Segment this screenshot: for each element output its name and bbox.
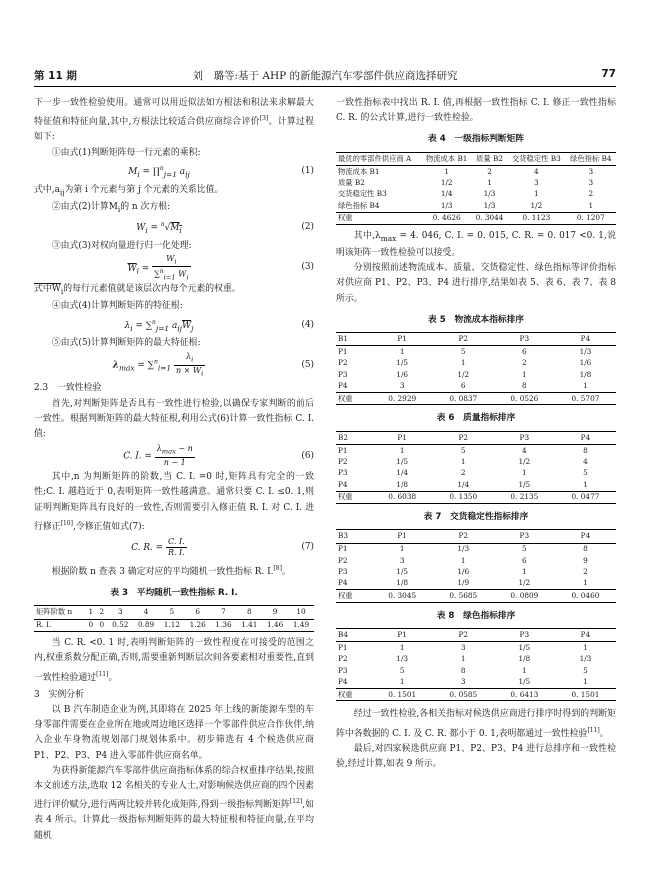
- table-row: [336, 642, 616, 654]
- table-header-cell: 8: [236, 606, 262, 619]
- table-row: [336, 468, 616, 479]
- table-cell: 1/6: [579, 358, 592, 368]
- citation: [10]: [60, 519, 73, 527]
- table-row: [336, 457, 616, 468]
- table-4: [336, 152, 616, 225]
- table-cell: 0: [99, 620, 105, 630]
- paragraph: 最后,对四家候选供应商 P1、P2、P3、P4 进行总排序和一致性检验,经过计算,如表 9 所示。: [336, 743, 616, 769]
- table-cell: 0. 0477: [555, 491, 616, 503]
- table-cell: 1: [399, 346, 405, 356]
- table-cell: 1/6: [457, 567, 470, 577]
- table-cell: 1/2: [518, 457, 531, 466]
- paragraph: 式中$,a_{ij}$为第 i 个元素与第 j 个元素的关系比值。: [34, 184, 224, 197]
- table-cell: 1.41: [241, 620, 258, 630]
- paragraph: 分别按照前述物流成本、质量、交货稳定性、绿色指标等评价指标对供应商 P1、P2、P3、P4 进行排序,结果如表 5、表 6、表 7、表 8 所示。: [336, 263, 616, 304]
- table-cell: P4: [338, 479, 348, 489]
- table-cell: P3: [338, 468, 348, 478]
- table-8: [336, 628, 616, 701]
- table-cell: P3: [338, 567, 348, 577]
- table-row: [336, 491, 616, 503]
- table-cell: 1: [583, 642, 588, 652]
- table-cell: 0: [88, 620, 94, 630]
- table-cell: 3: [460, 642, 466, 652]
- paragraph: 首先,对判断矩阵是否具有一致性进行检验,以确保专家判断的前后一致性。根据判断矩阵的最大特征根,利用公式(6)计算一致性指标 C. I. 值:: [34, 398, 314, 439]
- table-header-cell: 物流成本 B1: [422, 152, 472, 165]
- table-cell: 权重: [336, 212, 422, 224]
- table-cell: 2: [583, 567, 588, 577]
- table-cell: 0. 1207: [566, 212, 616, 224]
- running-title: 刘 璐等:基于 AHP 的新能源汽车零部件供应商选择研究: [192, 70, 458, 82]
- table-header-cell: 1: [85, 606, 96, 619]
- table-4-caption: 表 4 一级指标判断矩阵: [428, 134, 524, 145]
- paragraph: 一致性指标表中找出 R. I. 值,再根据一致性指标 C. I. 修正一致性指标 C. R. 的公式计算,进行一致性检验。: [336, 98, 616, 124]
- table-cell: 0. 1501: [555, 689, 616, 701]
- table-cell: 1/3: [457, 544, 470, 554]
- issue-number: 第 11 期: [34, 70, 77, 82]
- table-cell: 1: [487, 177, 492, 187]
- section-heading: 2.3 一致性检验: [34, 383, 102, 394]
- table-cell: 4: [522, 445, 527, 455]
- table-cell: P2: [338, 358, 348, 368]
- table-row: [336, 567, 616, 578]
- table-header-cell: B4: [336, 628, 372, 641]
- table-cell: 1/3: [440, 200, 453, 210]
- table-cell: P3: [338, 665, 348, 675]
- step-5: ⑤由式(5)计算判断矩阵的最大特征根:: [51, 338, 201, 349]
- citation: [3]: [259, 115, 269, 123]
- paragraph: 根据阶数 n 查表 3 确定对应的平均随机一致性指标 R. I.[8]。: [51, 564, 291, 577]
- paragraph: 当 C. R. <0. 1 时,表明判断矩阵的一致性程度在可接受的范围之内,权重系数分配正确,否则,需要重新判断层次间各要素相对重要性,直到一致性检验通过[11]。: [34, 638, 314, 683]
- table-cell: 1.12: [163, 620, 180, 630]
- table-cell: 1: [588, 200, 594, 210]
- step-4: ④由式(4)计算判断矩阵的特征根:: [51, 300, 183, 311]
- page-number: 77: [601, 68, 616, 80]
- table-cell: 1/2: [530, 200, 543, 210]
- table-cell: 1: [583, 381, 588, 391]
- equation-5: $\lambda_{max} = \sum^n_{i=1}$ $\frac{\lambda_i}{n \times W_i}$ (5): [112, 352, 314, 378]
- table-row: [336, 212, 616, 224]
- table-header-cell: P3: [494, 431, 555, 444]
- table-cell: 1/2: [518, 578, 531, 588]
- equation-4: $\lambda_i = \sum^n_{j=1}$ $a_{ij}\overline{W}_j$ (4): [124, 318, 314, 333]
- table-row: [336, 369, 616, 380]
- table-row: [336, 590, 616, 602]
- table-header-cell: P1: [372, 530, 433, 543]
- table-cell: 8: [460, 665, 466, 675]
- table-cell: 0. 1123: [507, 212, 565, 224]
- header-rule: [34, 86, 616, 87]
- table-cell: 8: [583, 544, 588, 554]
- table-cell: 5: [583, 665, 588, 675]
- table-cell: 8: [583, 445, 588, 455]
- table-cell: 1/3: [483, 189, 496, 199]
- table-cell: 权重: [336, 689, 372, 701]
- table-cell: 3: [588, 166, 594, 176]
- equation-number: (7): [301, 542, 314, 553]
- table-cell: 1/3: [396, 654, 409, 664]
- table-cell: 1/4: [457, 479, 470, 489]
- table-cell: 2: [522, 358, 527, 368]
- table-3: [34, 605, 314, 632]
- equation-number: (2): [301, 222, 314, 233]
- table-cell: 3: [460, 677, 466, 687]
- table-cell: 2: [460, 468, 466, 478]
- table-cell: 0. 5707: [555, 393, 616, 405]
- table-cell: 1: [399, 677, 405, 687]
- table-row: [336, 543, 616, 555]
- table-header-cell: P4: [555, 530, 616, 543]
- table-cell: 1: [399, 544, 405, 554]
- table-cell: 1/3: [579, 654, 592, 664]
- table-cell: 1: [522, 468, 527, 478]
- table-7: [336, 529, 616, 602]
- table-cell: 1.26: [189, 620, 206, 630]
- table-cell: P1: [338, 346, 348, 356]
- table-cell: 1/6: [396, 369, 409, 379]
- table-cell: 物流成本 B1: [338, 166, 380, 176]
- table-cell: 1/5: [518, 642, 531, 652]
- table-7-caption: 表 7 交货稳定性指标排序: [423, 512, 529, 523]
- table-header-cell: P2: [433, 530, 494, 543]
- equation-3: $\overline{W}_i$ = $\frac{W_i}{\sum^n_{i=1} W_i}$ (3): [127, 253, 314, 282]
- step-2: ②由式(2)计算$M_i$的 n 次方根:: [51, 201, 171, 214]
- table-row: [336, 177, 616, 188]
- table-cell: 9: [583, 555, 588, 565]
- table-cell: 5: [583, 468, 588, 478]
- table-header-cell: P4: [555, 628, 616, 641]
- table-header-cell: 绿色指标 B4: [566, 152, 616, 165]
- table-cell: 0. 2135: [494, 491, 555, 503]
- table-cell: 1.46: [267, 620, 284, 630]
- table-cell: 1: [460, 358, 466, 368]
- paragraph: 经过一致性检验,各相关指标对候选供应商进行排序时得到的判断矩阵中各数据的 C. I. 及 C. R. 都小于 0. 1,表明都通过一致性检验[11]。: [336, 709, 616, 739]
- table-cell: P4: [338, 677, 348, 687]
- table-row: [336, 445, 616, 457]
- table-cell: 6: [522, 555, 527, 565]
- table-cell: 1/2: [457, 369, 470, 379]
- equation-1: $M_i$ = ∏$^n_{j=1}$ $a_{ij}$ (1): [128, 165, 314, 180]
- table-cell: P1: [338, 445, 348, 455]
- table-header-cell: P3: [494, 530, 555, 543]
- table-6: [336, 431, 616, 504]
- table-cell: 1/2: [440, 177, 453, 187]
- citation: [8]: [273, 564, 282, 572]
- table-cell: 6: [460, 381, 466, 391]
- paragraph: 为获得新能源汽车零部件供应商指标体系的综合权重排序结果,按照本文前述方法,选取 12 名相关的专业人士,对影响候选供应商的四个因素进行评价赋分,进行两两比较并转化成矩阵,得到一级指标判断矩阵[12],如表 4 所示。计算此一级指标判断矩阵的最大特征根和特征向量,在平均随机: [34, 765, 315, 841]
- table-row: [336, 555, 616, 566]
- table-cell: 1/9: [457, 578, 470, 588]
- table-3-caption: 表 3 平均随机一致性指标 R. I.: [110, 588, 238, 599]
- table-cell: 质量 B2: [338, 177, 365, 187]
- step-3: ③由式(3)对权向量进行归一化处理:: [51, 240, 192, 251]
- table-cell: 1/5: [396, 358, 409, 368]
- table-row: [336, 578, 616, 590]
- table-cell: 8: [522, 381, 527, 391]
- table-cell: 权重: [336, 491, 372, 503]
- equation-number: (5): [301, 359, 314, 370]
- table-header-cell: 最优的零部件供应商 A: [336, 152, 422, 165]
- table-header-cell: 2: [96, 606, 107, 619]
- table-cell: P2: [338, 555, 348, 565]
- citation: [11]: [587, 726, 600, 734]
- table-cell: 1.36: [215, 620, 232, 630]
- citation: [12]: [289, 798, 303, 806]
- table-cell: 1/8: [518, 654, 531, 664]
- table-cell: 0. 6038: [372, 491, 433, 503]
- table-cell: 1: [522, 567, 527, 577]
- table-row: [336, 200, 616, 212]
- table-header-cell: P1: [372, 333, 433, 346]
- table-cell: 2: [487, 166, 492, 176]
- table-cell: 1/3: [483, 200, 496, 210]
- table-cell: 0. 2929: [372, 393, 433, 405]
- table-header-cell: 3: [107, 606, 133, 619]
- table-cell: 5: [460, 445, 466, 455]
- table-cell: 绿色指标 B4: [338, 200, 380, 210]
- table-cell: 0. 4626: [422, 212, 472, 224]
- table-cell: 0. 5685: [433, 590, 494, 602]
- table-cell: 1: [522, 369, 527, 379]
- table-cell: 1: [534, 189, 539, 199]
- table-cell: 1: [583, 677, 588, 687]
- table-cell: 6: [522, 346, 527, 356]
- table-cell: 3: [534, 177, 539, 187]
- table-row: [336, 479, 616, 491]
- table-header-cell: B2: [336, 431, 372, 444]
- table-header-cell: 4: [133, 606, 159, 619]
- table-header-cell: 交货稳定性 B3: [507, 152, 565, 165]
- table-header-cell: 6: [185, 606, 211, 619]
- table-cell: P2: [338, 457, 348, 466]
- table-header-cell: P3: [494, 628, 555, 641]
- paragraph: 下一步一致性检验使用。通常可以用近似法如方根法和积法来求解最大特征值和特征向量,其中,方根法比较适合供应商综合评价[3]。计算过程如下:: [34, 98, 315, 143]
- table-cell: 2: [588, 189, 594, 199]
- running-header: [34, 68, 616, 84]
- table-cell: R. I.: [36, 620, 52, 630]
- table-cell: 1/8: [396, 479, 409, 489]
- table-cell: 1: [583, 479, 588, 489]
- table-header-cell: B3: [336, 530, 372, 543]
- table-cell: 0. 6413: [494, 689, 555, 701]
- paragraph: 其中$,\lambda_{max} = 4$. 046, C. I. = 0. 015, C. R. = 0. 017 <0. 1,说明该矩阵一致性检验可以接受。: [336, 231, 616, 259]
- table-header-cell: 矩阵阶数 n: [34, 606, 85, 619]
- table-row: [336, 381, 616, 393]
- table-cell: 1/8: [396, 578, 409, 588]
- table-cell: 1: [460, 457, 466, 466]
- table-cell: 0.52: [112, 620, 129, 630]
- equation-7: C. R. = $\frac{C. I.}{R. I.}$ (7): [131, 537, 314, 558]
- table-header-cell: 10: [288, 606, 314, 619]
- section-heading: 3 实例分析: [34, 689, 85, 700]
- table-5-caption: 表 5 物流成本指标排序: [428, 314, 524, 325]
- table-cell: 0. 0585: [433, 689, 494, 701]
- table-header-cell: 质量 B2: [472, 152, 507, 165]
- table-cell: P1: [338, 544, 348, 554]
- table-header-cell: B1: [336, 333, 372, 346]
- left-column: [34, 96, 314, 844]
- step-1: ①由式(1)判断矩阵每一行元素的乘积:: [51, 147, 201, 158]
- table-cell: 0. 3044: [472, 212, 507, 224]
- table-cell: 0. 0809: [494, 590, 555, 602]
- table-cell: 1.49: [292, 620, 310, 630]
- table-cell: P4: [338, 578, 348, 588]
- table-cell: 1/5: [518, 677, 531, 687]
- table-cell: 1/3: [579, 346, 592, 356]
- table-cell: 交货稳定性 B3: [338, 189, 387, 199]
- table-row: [336, 665, 616, 676]
- equation-number: (3): [301, 262, 314, 273]
- table-cell: 3: [588, 177, 594, 187]
- table-cell: 3: [399, 381, 405, 391]
- table-header-cell: P4: [555, 333, 616, 346]
- table-header-cell: P4: [555, 431, 616, 444]
- table-cell: 1/5: [396, 457, 409, 466]
- table-6-caption: 表 6 质量指标排序: [436, 413, 516, 424]
- equation-2: $W_i = ^n√M_i$ (2): [136, 221, 314, 236]
- equation-6: C. I. = $\frac{\lambda_{max} - n}{n - 1}$ (6): [123, 444, 314, 467]
- table-5: [336, 332, 616, 405]
- table-row: [336, 689, 616, 701]
- table-header-cell: 5: [159, 606, 185, 619]
- paragraph: 其中,n 为判断矩阵的阶数,当 C. I. =0 时,矩阵具有完全的一致性;C. I. 越趋近于 0,表明矩阵一致性越满意。通常只要 C. I. ≤0. 1,则证明判断矩阵具有良好的一致性,否则需要引入修正值 R. I. 对 C. I. 进行修正[10],令修正值如式(7):: [34, 472, 314, 532]
- table-cell: P2: [338, 654, 348, 664]
- table-cell: 1/5: [396, 567, 409, 577]
- table-row: [336, 654, 616, 665]
- table-header-cell: P1: [372, 628, 433, 641]
- table-row: [336, 358, 616, 369]
- table-cell: 1/8: [579, 369, 592, 379]
- table-cell: 0. 3045: [372, 590, 433, 602]
- table-cell: 5: [522, 544, 527, 554]
- table-header-cell: P2: [433, 628, 494, 641]
- paragraph: 式中$W_i$的每行元素值就是该层次内每个元素的权重。: [34, 283, 241, 296]
- table-row: [336, 393, 616, 405]
- table-cell: 1: [399, 445, 405, 455]
- table-cell: 3: [399, 555, 405, 565]
- table-header-cell: P1: [372, 431, 433, 444]
- table-cell: 0. 1350: [433, 491, 494, 503]
- table-row: [336, 166, 616, 178]
- table-cell: 1/4: [396, 468, 409, 478]
- table-cell: 1: [460, 654, 466, 664]
- table-header-cell: 7: [211, 606, 237, 619]
- table-cell: P4: [338, 381, 348, 391]
- table-cell: 1: [444, 166, 450, 176]
- table-cell: 0. 0460: [555, 590, 616, 602]
- table-cell: 1/4: [440, 189, 453, 199]
- table-cell: 5: [399, 665, 405, 675]
- table-cell: 1: [460, 555, 466, 565]
- table-cell: 1: [522, 665, 527, 675]
- table-cell: P1: [338, 642, 348, 652]
- equation-number: (4): [301, 319, 314, 330]
- table-header-cell: 9: [262, 606, 288, 619]
- table-row: [336, 677, 616, 689]
- citation: [11]: [96, 670, 109, 678]
- table-cell: 5: [460, 346, 466, 356]
- table-header-cell: P2: [433, 333, 494, 346]
- table-cell: 0. 0526: [494, 393, 555, 405]
- paragraph: 以 B 汽车制造企业为例,其即将在 2025 年上线的新能源车型的车身零部件需要在企业所在地或周边地区选择一个零部件供应合作伙伴,纳入企业车身物流规划部门规划体系中。初步筛选有 4 个候选供应商 P1、P2、P3、P4 进入零部件供应商名单。: [34, 704, 314, 761]
- right-column: [336, 96, 616, 772]
- table-cell: 1: [399, 642, 405, 652]
- table-header-cell: P3: [494, 333, 555, 346]
- table-cell: 权重: [336, 393, 372, 405]
- equation-number: (6): [301, 450, 314, 461]
- table-cell: 权重: [336, 590, 372, 602]
- table-cell: 0. 0837: [433, 393, 494, 405]
- table-cell: 0. 1501: [372, 689, 433, 701]
- table-cell: P3: [338, 369, 348, 379]
- table-8-caption: 表 8 绿色指标排序: [436, 610, 516, 621]
- table-cell: 0.89: [137, 620, 155, 630]
- table-row: [336, 189, 616, 200]
- table-cell: 1/5: [518, 479, 531, 489]
- table-cell: 4: [583, 457, 588, 466]
- table-header-cell: P2: [433, 431, 494, 444]
- table-cell: 4: [534, 166, 539, 176]
- table-row: [336, 346, 616, 358]
- table-cell: 1: [583, 578, 588, 588]
- equation-number: (1): [301, 166, 314, 177]
